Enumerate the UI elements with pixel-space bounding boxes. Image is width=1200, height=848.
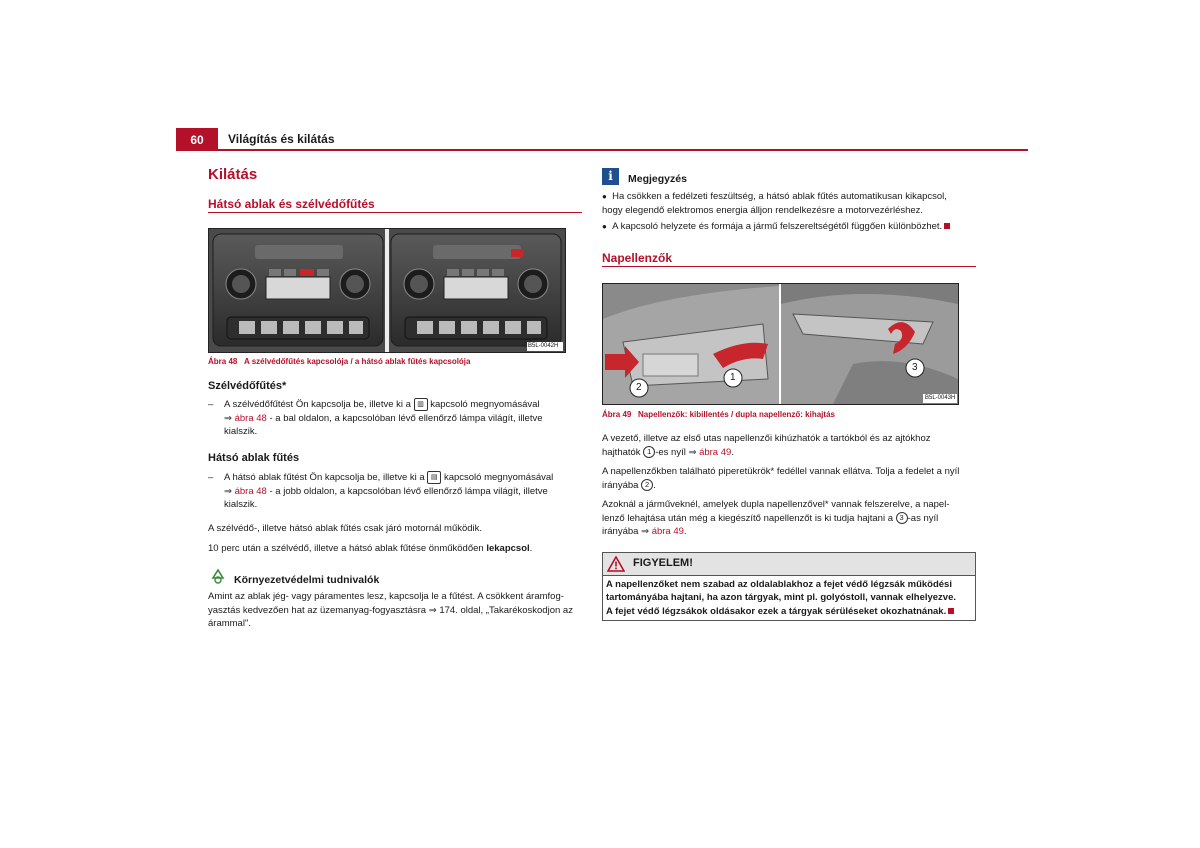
warning-heading: FIGYELEM!: [633, 557, 693, 569]
warning-text: A napellenzőket nem szabad az oldalablakhoz a fejet védő légzsák működési tartományába hajtani, ha azon tárgyak, mint pl. golyóstoll, vannak elhelyezve. A fejet védő légzsákok oldásakor ezek a tárgyak sérüléseket okozhatnának.: [606, 579, 957, 617]
environment-text: Amint az ablak jég- vagy páramentes lesz, kapcsolja le a fűtést. A csökkent áramfog- yasztás kedvezően hat az üzemanyag-fogyasztásra ⇒ 174. oldal, „Takarékoskodjon az árammal".: [208, 591, 573, 629]
climate-panel-right: [391, 234, 561, 346]
warning-triangle-icon: [607, 556, 625, 572]
subsection-title: Hátsó ablak és szélvédőfűtés: [208, 197, 375, 211]
paragraph-engine-running: A szélvédő-, illetve hátsó ablak fűtés csak járó motornál működik.: [208, 523, 483, 534]
visors-heading: Napellenzők: [602, 251, 673, 265]
page-title: Kilátás: [208, 166, 258, 183]
visors-paragraph-3: Azoknál a járműveknél, amelyek dupla napellenzővel* vannak felszerelve, a napel- lenző lehajtása után még a kiegészítő napellenzőt is ki tudja hajtani a 3 -as nyíl irányába ⇒ ábra 49.: [602, 499, 950, 537]
figure-48-climate-panel: [208, 228, 566, 353]
environment-heading: Környezetvédelmi tudnivalók: [234, 574, 380, 586]
figure-49-marker-1: 1: [730, 372, 736, 383]
recycle-icon: [208, 568, 228, 586]
ref-figure-49-b[interactable]: ábra 49: [651, 526, 684, 537]
windshield-heading: Szélvédőfűtés*: [208, 380, 287, 392]
warning-box: [602, 552, 976, 621]
visors-rule: [602, 266, 976, 267]
info-icon: i: [602, 168, 619, 185]
visors-paragraph-1: A vezető, illetve az első utas napellenzői kihúzhatók a tartókból és az ajtókhoz hajthatók 1 -es nyíl ⇒ ábra 49.: [602, 433, 931, 458]
figure-49-code: B5L-0043H: [925, 395, 956, 401]
paragraph-auto-off: 10 perc után a szélvédő, illetve a hátsó ablak fűtése önműködően lekapcsol.: [208, 543, 533, 554]
figure-48-caption: Ábra 48 A szélvédőfűtés kapcsolója / a hátsó ablak fűtés kapcsolója: [208, 357, 471, 366]
warning-header: [603, 553, 975, 576]
header-rule: [176, 149, 1028, 151]
figure-49-caption: Ábra 49 Napellenzők: kibillentés / dupla napellenző: kihajtás: [602, 410, 835, 419]
rear-window-heat-icon: ▤: [427, 471, 441, 484]
windshield-item: – A szélvédőfűtést Ön kapcsolja be, illetve ki a ▥ kapcsoló megnyomásával ⇒ ábra 48 - a bal oldalon, a kapcsolóban lévő ellenőrző lámpa világít, illetve kialszik.: [208, 399, 543, 438]
ref-figure-49[interactable]: ábra 49: [699, 446, 732, 458]
windshield-heat-icon: ▥: [414, 398, 428, 411]
rear-heading: Hátsó ablak fűtés: [208, 452, 300, 464]
section-title: Világítás és kilátás: [228, 132, 335, 146]
visors-paragraph-2: A napellenzőkben található piperetükrök* fedéllel vannak ellátva. Tolja a fedelet a nyíl irányába 2 .: [602, 466, 960, 491]
subsection-rule: [208, 212, 582, 213]
figure-48-code: B5L-0042H: [528, 343, 559, 349]
figure-49-marker-2: 2: [636, 382, 642, 393]
ref-figure-48-b[interactable]: ábra 48: [234, 485, 267, 497]
note-bullet-2: ● A kapcsoló helyzete és formája a jármű felszereltségétől függően különbözhet.: [602, 220, 978, 234]
climate-panel-left: [213, 234, 383, 346]
ref-figure-48[interactable]: ábra 48: [234, 412, 267, 424]
page-number: 60: [176, 128, 218, 150]
figure-49-sun-visors: [602, 283, 959, 405]
note-bullet-1: ● Ha csökken a fedélzeti feszültség, a hátsó ablak fűtés automatikusan kikapcsol, hogy elegendő elektromos energia álljon rendelkezésre a motorvezérléshez.: [602, 191, 947, 216]
figure-49-marker-3: 3: [912, 362, 918, 373]
note-heading: Megjegyzés: [628, 173, 687, 185]
rear-item: – A hátsó ablak fűtést Ön kapcsolja be, illetve ki a ▤ kapcsoló megnyomásával ⇒ ábra 48 - a jobb oldalon, a kapcsolóban lévő ellenőrző lámpa világít, illetve kialszik.: [208, 472, 554, 511]
